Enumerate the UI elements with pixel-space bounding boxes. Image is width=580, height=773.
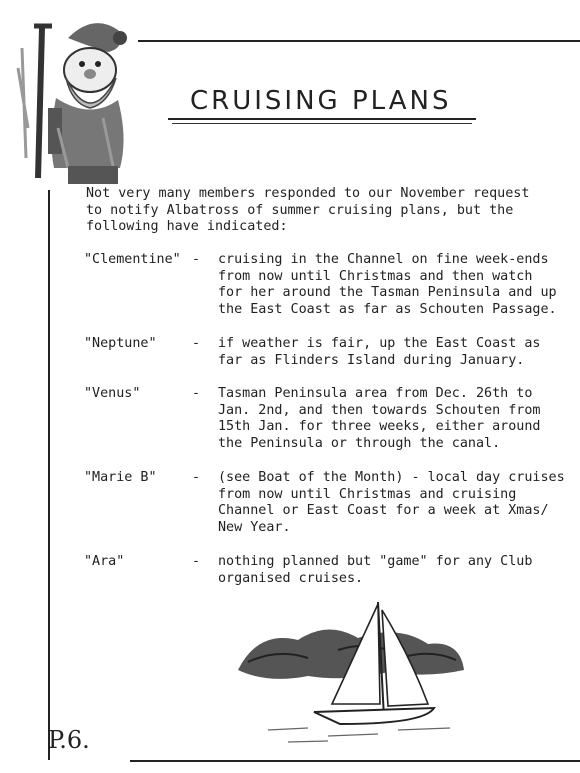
entry-dash: - xyxy=(192,554,201,569)
boat-name: "Neptune" xyxy=(84,336,157,351)
page-number: P.6. xyxy=(48,726,90,754)
boat-plan: Tasman Peninsula area from Dec. 26th to Jan. 2nd, and then towards Schouten from 15th Jan. for three weeks, either around the Peninsula or through the canal. xyxy=(218,386,541,451)
left-frame-line xyxy=(48,190,50,760)
bottom-frame-line xyxy=(130,760,580,762)
boat-plan: (see Boat of the Month) - local day cruises from now until Christmas and cruising Channel or East Coast for a week at Xmas/ New Year. xyxy=(218,470,565,535)
sailboat-sketch xyxy=(228,600,468,750)
boat-plan: nothing planned but "game" for any Club organised cruises. xyxy=(218,554,533,586)
entry-dash: - xyxy=(192,336,201,351)
title-underline-secondary xyxy=(172,123,472,124)
page-title: CRUISING PLANS xyxy=(190,86,452,116)
intro-paragraph: Not very many members responded to our November request to notify Albatross of summer cruising plans, but the following have indicated: xyxy=(86,186,530,235)
entry-dash: - xyxy=(192,386,201,401)
boat-name: "Venus" xyxy=(84,386,141,401)
boat-name: "Clementine" xyxy=(84,252,181,267)
title-underline xyxy=(168,118,476,120)
boat-plan: if weather is fair, up the East Coast as far as Flinders Island during January. xyxy=(218,336,541,368)
boat-name: "Ara" xyxy=(84,554,125,569)
boat-name: "Marie B" xyxy=(84,470,157,485)
entry-dash: - xyxy=(192,252,201,267)
entry-dash: - xyxy=(192,470,201,485)
santa-sailor-illustration xyxy=(8,8,138,188)
boat-plan: cruising in the Channel on fine week-ends from now until Christmas and then watch for her around the Tasman Peninsula and up the East Coast as far as Schouten Passage. xyxy=(218,252,557,317)
